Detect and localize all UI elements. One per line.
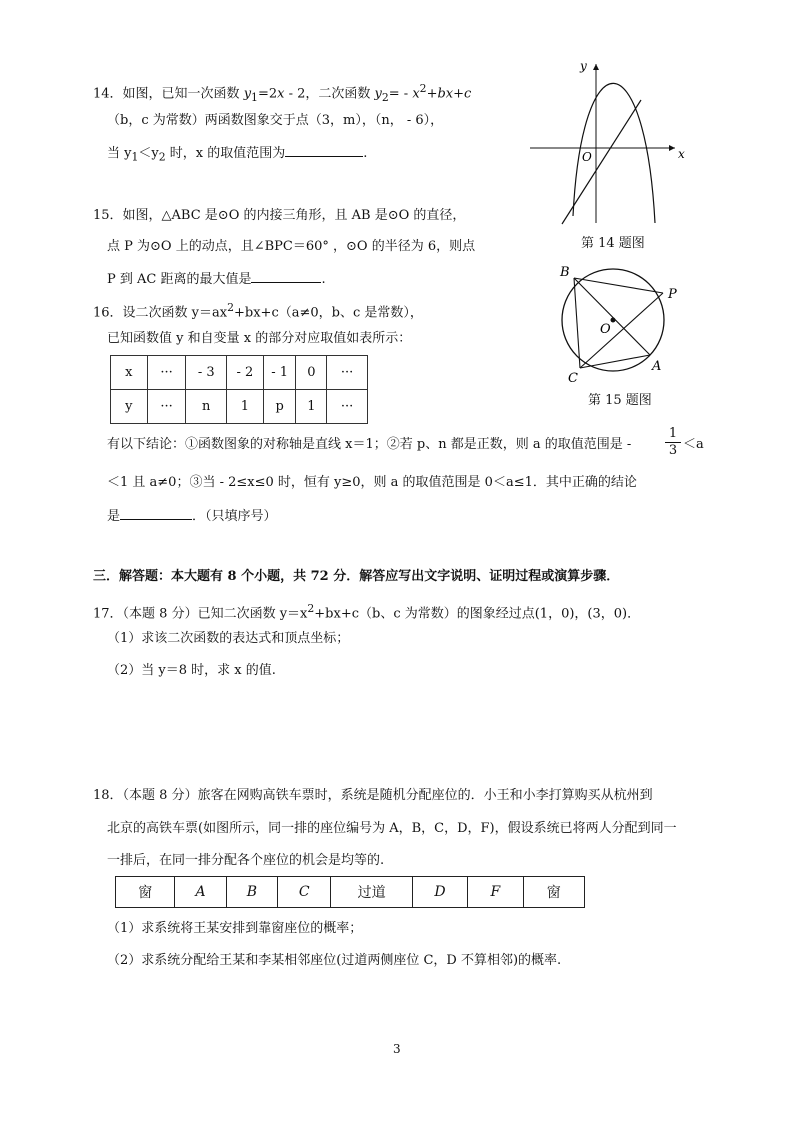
q18-part1: （1）求系统将王某安排到靠窗座位的概率；	[107, 921, 363, 936]
q18-line1: 18．（本题 8 分）旅客在网购高铁车票时，系统是随机分配座位的．小王和小李打算购买从杭州到	[93, 788, 653, 803]
seat-window-left: 窗	[116, 877, 175, 908]
answer-blank-16[interactable]	[120, 507, 192, 520]
q15-line1: 15．如图，△ABC 是⊙O 的内接三角形，且 AB 是⊙O 的直径，	[93, 208, 466, 223]
x-axis-label: x	[678, 147, 685, 161]
table-cell: ···	[327, 390, 368, 424]
table-cell: p	[263, 390, 296, 424]
seat-a: A	[175, 877, 226, 908]
seat-f: F	[468, 877, 523, 908]
q15-line3: P 到 AC 距离的最大值是 .	[107, 272, 326, 287]
value-table	[110, 355, 368, 424]
seat-window-right: 窗	[523, 877, 584, 908]
figure-15-caption: 第 15 题图	[588, 393, 652, 408]
segment-ca	[580, 355, 650, 368]
table-row	[111, 356, 368, 390]
segment-ba	[574, 278, 650, 355]
q17-part1: （1）求该二次函数的表达式和顶点坐标；	[107, 631, 350, 646]
table-cell: - 1	[263, 356, 296, 390]
q18-line3: 一排后，在同一排分配各个座位的机会是均等的.	[107, 853, 385, 868]
q14-line3: 当 $y_1<y_2$ 时，x 的取值范围为 .	[107, 146, 368, 164]
table-cell: - 3	[186, 356, 227, 390]
point-b-label: B	[560, 265, 570, 280]
table-cell: ···	[327, 356, 368, 390]
origin-label: O	[582, 150, 592, 164]
table-cell: 1	[227, 390, 264, 424]
answer-blank-14[interactable]	[285, 144, 363, 157]
q17-line1: 17．（本题 8 分）已知二次函数 $y=x^2+bx+c(b$、c 为常数）的图象经过点(1，0)，(3，0)．	[93, 602, 641, 622]
q16-conclusion-line1: 有以下结论：①函数图象的对称轴是直线 x＝1；②若 p、n 都是正数，则 a 的取值范围是 -	[107, 437, 632, 452]
table-cell: y	[111, 390, 148, 424]
q17-part2: （2）当 y＝8 时，求 x 的值.	[107, 663, 276, 678]
table-cell: x	[111, 356, 148, 390]
table-row	[111, 390, 368, 424]
q16-conclusion-line1-end: ＜a	[683, 437, 704, 452]
linear-function-line	[562, 100, 641, 224]
table-cell: ···	[147, 356, 186, 390]
point-a-label: A	[652, 359, 662, 374]
figure-15-circle	[548, 258, 698, 388]
seat-c: C	[278, 877, 331, 908]
q16-line2: 已知函数值 y 和自变量 x 的部分对应取值如表所示：	[107, 331, 412, 346]
table-row	[116, 877, 585, 908]
center-point-o	[611, 318, 616, 323]
q15-line2: 点 P 为⊙O 上的动点，且∠BPC＝60° ，⊙O 的半径为 6，则点	[107, 239, 476, 254]
page-number: 3	[393, 1042, 401, 1056]
q14-line1: 14．如图，已知一次函数 $y_1=2x - 2$，二次函数 $y_2= - x^2+bx+c$	[93, 82, 472, 104]
seat-b: B	[226, 877, 277, 908]
seat-aisle: 过道	[331, 877, 413, 908]
point-c-label: C	[568, 371, 578, 386]
answer-blank-15[interactable]	[251, 270, 321, 283]
table-cell: 0	[296, 356, 327, 390]
table-cell: n	[186, 390, 227, 424]
q18-line2: 北京的高铁车票(如图所示，同一排的座位编号为 A，B，C，D，F)，假设系统已将两人分配到同一	[107, 821, 677, 836]
section-3-heading: 三．解答题：本大题有 8 个小题，共 72 分．解答应写出文字说明、证明过程或演算步骤．	[93, 569, 620, 584]
y-axis-label: y	[580, 59, 587, 73]
table-cell: - 2	[227, 356, 264, 390]
figure-14-caption: 第 14 题图	[581, 236, 645, 251]
point-o-label: O	[600, 322, 611, 337]
q16-line1: 16．设二次函数 $y=ax^2+bx+c(a\ne 0$，b、c 是常数），	[93, 301, 423, 321]
q14-line2: （b，c 为常数）两函数图象交于点（3，m），（n， - 6），	[107, 113, 444, 128]
seat-table	[115, 876, 585, 908]
point-p-label: P	[668, 287, 677, 302]
q16-conclusion-line3: 是 ．（只填序号）	[107, 509, 277, 524]
q16-conclusion-line2: ＜1 且 a≠0；③当 - 2≤x≤0 时，恒有 y≥0，则 a 的取值范围是 0＜a≤1．其中正确的结论	[107, 475, 637, 490]
seat-d: D	[412, 877, 467, 908]
table-cell: ···	[147, 390, 186, 424]
figure-14-graph	[520, 58, 700, 228]
segment-cp	[580, 293, 663, 368]
q18-part2: （2）求系统分配给王某和李某相邻座位(过道两侧座位 C，D 不算相邻)的概率.	[107, 953, 562, 968]
table-cell: 1	[296, 390, 327, 424]
fraction-one-third: $\frac{1}{3}$	[665, 426, 681, 459]
